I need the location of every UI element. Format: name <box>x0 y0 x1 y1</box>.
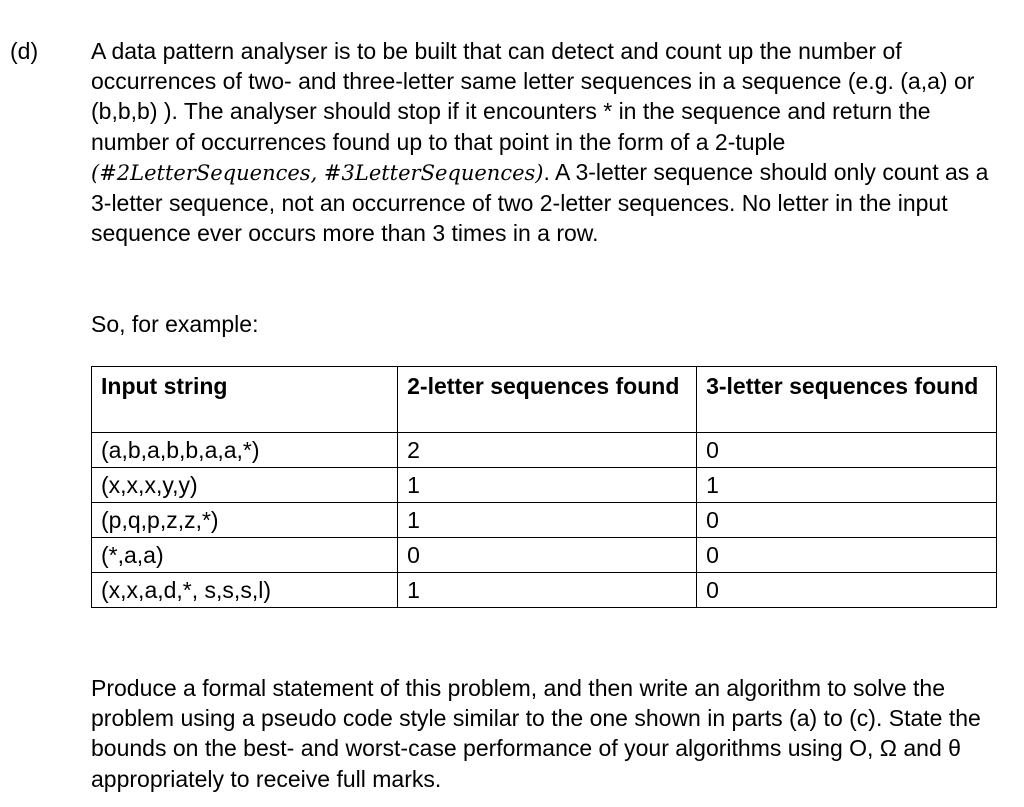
task-instructions: Produce a formal statement of this problem, and then write an algorithm to solve the problem using a pseudo code style similar to the one shown in parts (a) to (c). State the bounds on the best- and worst-case performance of your algorithms using O, Ω and θ appropriately to receive full marks. <box>91 675 981 792</box>
two-letter-count-cell: 2 <box>398 433 697 468</box>
two-letter-count-cell: 1 <box>398 468 697 503</box>
tuple-notation: (#2LetterSequences, #3LetterSequences) <box>91 160 544 185</box>
problem-description <box>91 36 996 248</box>
two-letter-count-cell: 0 <box>398 538 697 573</box>
examples-table <box>91 366 997 608</box>
header-2-letter: 2-letter sequences found <box>398 367 697 433</box>
three-letter-count-cell: 0 <box>697 433 997 468</box>
three-letter-count-cell: 0 <box>697 573 997 608</box>
input-string-cell: (a,b,a,b,b,a,a,*) <box>92 433 398 468</box>
two-letter-count-cell: 1 <box>398 573 697 608</box>
table-row <box>92 503 997 538</box>
example-intro: So, for example: <box>91 311 259 337</box>
table-row <box>92 433 997 468</box>
table-row <box>92 468 997 503</box>
part-label: (d) <box>10 38 39 64</box>
intro-text-continued: . A 3-letter sequence should only count as a 3-letter sequence, not an occurrence of two 2-letter sequences. No letter in the input sequence ever occurs more than 3 times in a row. <box>91 158 989 247</box>
three-letter-count-cell: 1 <box>697 468 997 503</box>
input-string-cell: (p,q,p,z,z,*) <box>92 503 398 538</box>
three-letter-count-cell: 0 <box>697 538 997 573</box>
header-input-string: Input string <box>92 367 398 433</box>
input-string-cell: (*,a,a) <box>92 538 398 573</box>
input-string-cell: (x,x,x,y,y) <box>92 468 398 503</box>
input-string-cell: (x,x,a,d,*, s,s,s,l) <box>92 573 398 608</box>
table-row <box>92 573 997 608</box>
header-3-letter: 3-letter sequences found <box>697 367 997 433</box>
two-letter-count-cell: 1 <box>398 503 697 538</box>
intro-text: A data pattern analyser is to be built that can detect and count up the number of occurrences of two- and three-letter same letter sequences in a sequence (e.g. (a,a) or (b,b,b) ). The analyser should stop if it encounters * in the sequence and return the number of occurrences found up to that point in the form of a 2-tuple <box>91 38 975 155</box>
table-header-row <box>92 367 997 433</box>
table-row <box>92 538 997 573</box>
three-letter-count-cell: 0 <box>697 503 997 538</box>
